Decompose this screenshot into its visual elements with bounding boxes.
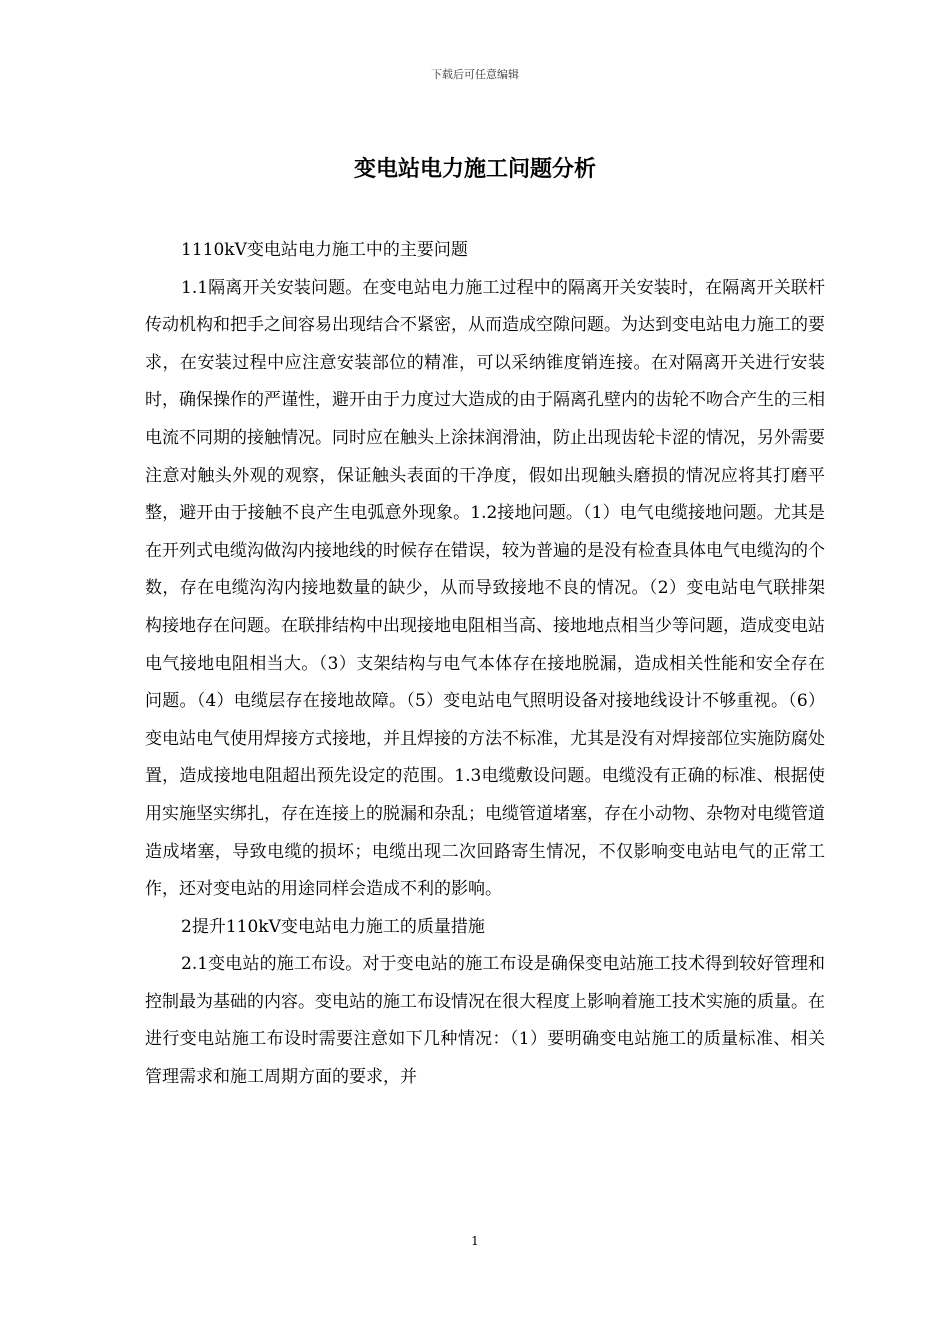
page-number: 1 [471, 1234, 479, 1248]
document-title: 变电站电力施工问题分析 [353, 157, 596, 182]
section-heading-1: 1110kV变电站电力施工中的主要问题 [181, 240, 468, 260]
section-heading-2: 2提升110kV变电站电力施工的质量措施 [181, 916, 485, 937]
document-body [145, 232, 825, 1097]
paragraph-1: 1.1隔离开关安装问题。在变电站电力施工过程中的隔离开关安装时，在隔离开关联杆传动机构和把手之间容易出现结合不紧密，从而造成空隙问题。为达到变电站电力施工的要求，在安装过程中应注意安装部位的精准，可以采纳锥度销连接。在对隔离开关进行安装时，确保操作的严谨性，避开由于力度过大造成的由于隔离孔壁内的齿轮不吻合产生的三相电流不同期的接触情况。同时应在触头上涂抹润滑油，防止出现齿轮卡涩的情况，另外需要注意对触头外观的观察，保证触头表面的干净度，假如出现触头磨损的情况应将其打磨平整，避开由于接触不良产生电弧意外现象。1.2接地问题。（1）电气电缆接地问题。尤其是在开列式电缆沟做沟内接地线的时候存在错误，较为普遍的是没有检查具体电气电缆沟的个数，存在电缆沟沟内接地数量的缺少，从而导致接地不良的情况。（2）变电站电气联排架构接地存在问题。在联排结构中出现接地电阻相当高、接地地点相当少等问题，造成变电站电气接地电阻相当大。（3）支架结构与电气本体存在接地脱漏，造成相关性能和安全存在问题。（4）电缆层存在接地故障。（5）变电站电气照明设备对接地线设计不够重视。（6）变电站电气使用焊接方式接地，并且焊接的方法不标准，尤其是没有对焊接部位实施防腐处置，造成接地电阻超出预先设定的范围。1.3电缆敷设问题。电缆没有正确的标准、根据使用实施坚实绑扎，存在连接上的脱漏和杂乱；电缆管道堵塞，存在小动物、杂物对电缆管道造成堵塞，导致电缆的损坏；电缆出现二次回路寄生情况，不仅影响变电站电气的正常工作，还对变电站的用途同样会造成不利的影响。 [145, 277, 825, 900]
paragraph-2: 2.1变电站的施工布设。对于变电站的施工布设是确保变电站施工技术得到较好管理和控制最为基础的内容。变电站的施工布设情况在很大程度上影响着施工技术实施的质量。在进行变电站施工布设时需要注意如下几种情况：（1）要明确变电站施工的质量标准、相关管理需求和施工周期方面的要求，并 [145, 954, 825, 1088]
page-header-note: 下载后可任意编辑 [431, 68, 519, 81]
